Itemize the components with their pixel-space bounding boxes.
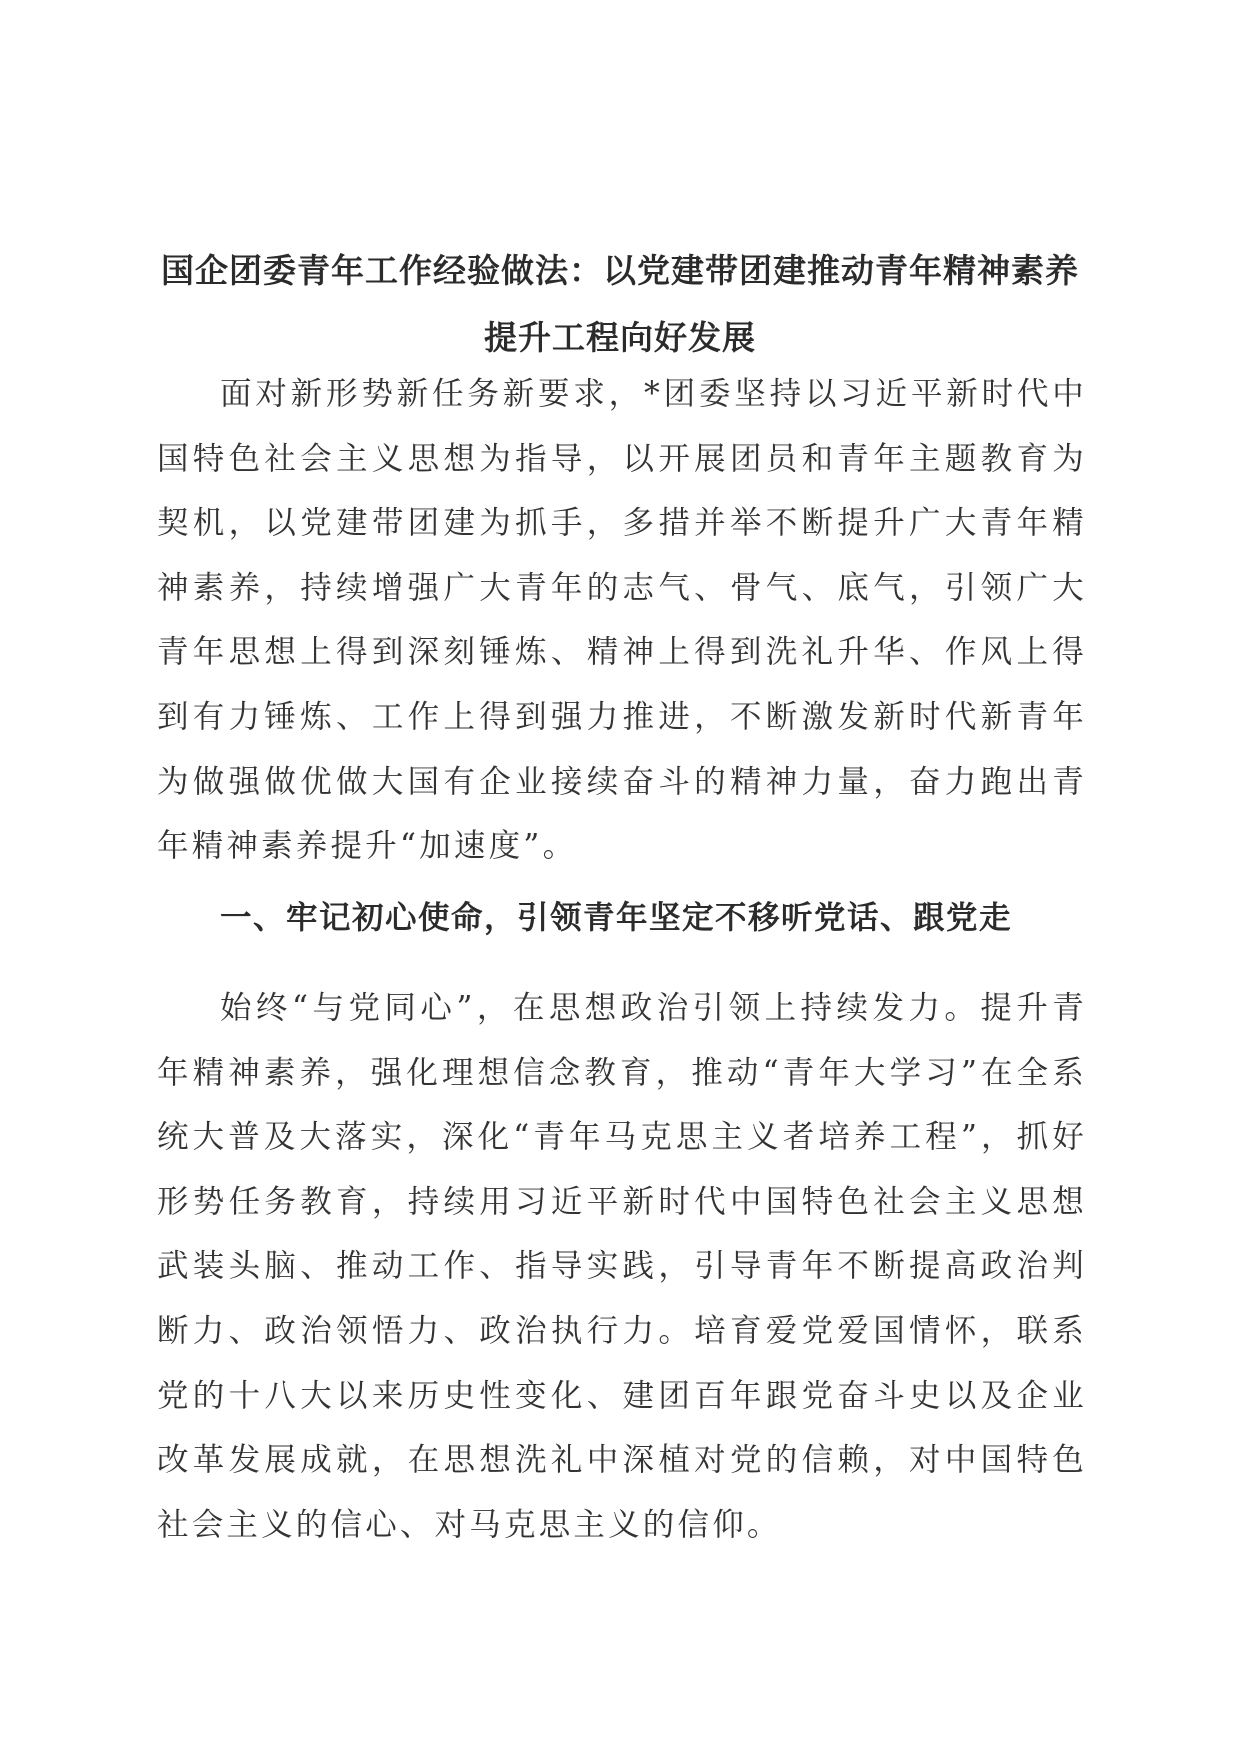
document-title-line-2: 提升工程向好发展 xyxy=(484,318,756,358)
section-1-paragraph: 始终“与党同心”，在思想政治引领上持续发力。提升青年精神素养，强化理想信念教育，推动“青年大学习”在全系统大普及大落实，深化“青年马克思主义者培养工程”，抓好形势任务教育，持续用习近平新时代中国特色社会主义思想武装头脑、推动工作、指导实践，引导青年不断提高政治判断力、政治领悟力、政治执行力。培育爱党爱国情怀，联系党的十八大以来历史性变化、建团百年跟党奋斗史以及企业改革发展成就，在思想洗礼中深植对党的信赖，对中国特色社会主义的信心、对马克思主义的信仰。 xyxy=(157,990,1087,1543)
document-title xyxy=(150,237,1090,371)
intro-paragraph: 面对新形势新任务新要求，*团委坚持以习近平新时代中国特色社会主义思想为指导，以开展团员和青年主题教育为契机，以党建带团建为抓手，多措并举不断提升广大青年精神素养，持续增强广大青年的志气、骨气、底气，引领广大青年思想上得到深刻锤炼、精神上得到洗礼升华、作风上得到有力锤炼、工作上得到强力推进，不断激发新时代新青年为做强做优做大国有企业接续奋斗的精神力量，奋力跑出青年精神素养提升“加速度”。 xyxy=(157,376,1087,865)
section-1-heading: 一、牢记初心使命，引领青年坚定不移听党话、跟党走 xyxy=(220,900,1013,936)
document-title-line-1: 国企团委青年工作经验做法：以党建带团建推动青年精神素养 xyxy=(161,251,1079,291)
